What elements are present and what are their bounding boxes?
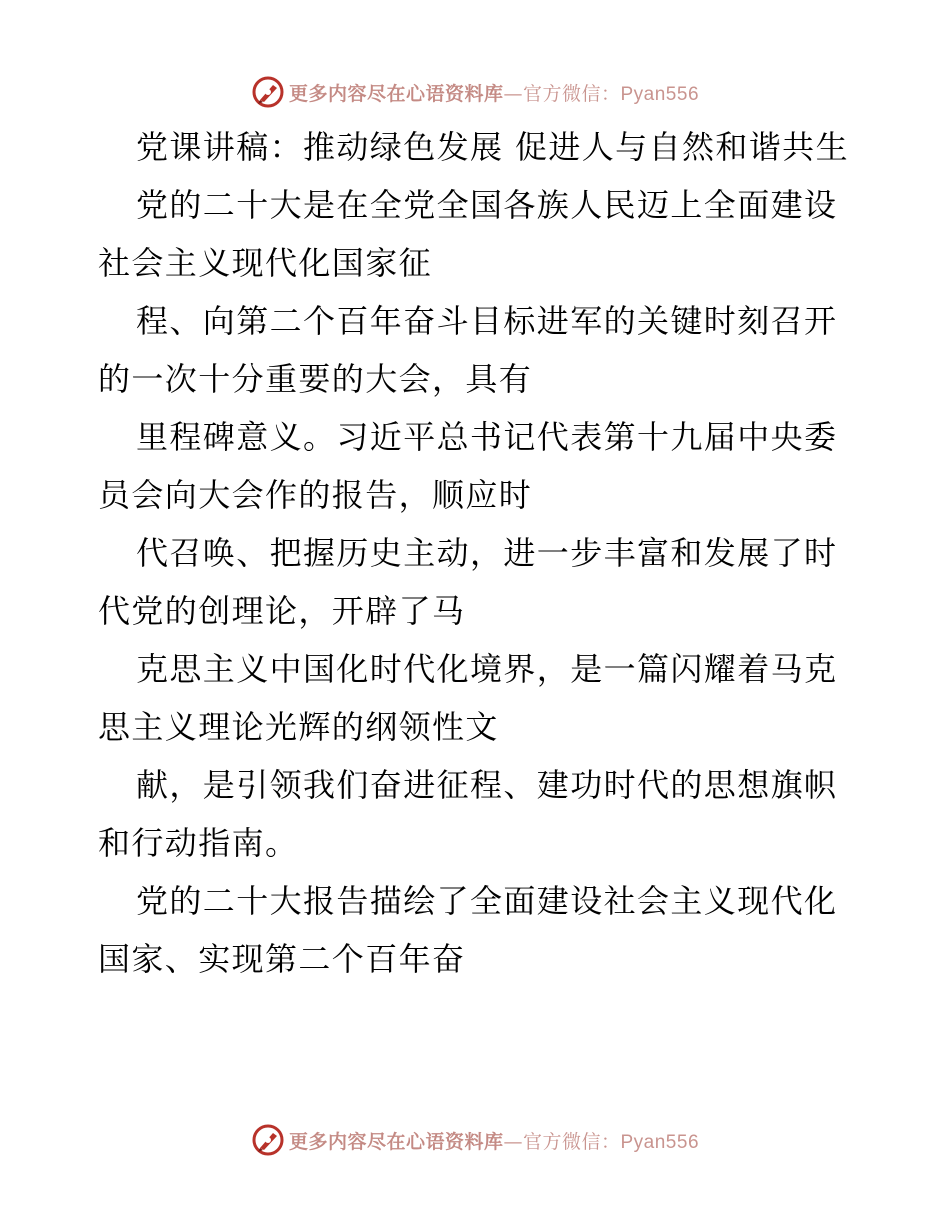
paragraph-2: 程、向第二个百年奋斗目标进军的关键时刻召开的一次十分重要的大会，具有	[98, 302, 838, 398]
paragraph-3: 里程碑意义。习近平总书记代表第十九届中央委员会向大会作的报告，顺应时	[98, 418, 838, 514]
footer-site-text: 更多内容尽在心语资料库	[288, 1130, 504, 1153]
pen-logo-icon	[251, 75, 285, 109]
paragraph-4: 代召唤、把握历史主动，进一步丰富和发展了时代党的创理论，开辟了马	[98, 534, 838, 630]
paragraph-7: 党的二十大报告描绘了全面建设社会主义现代化国家、实现第二个百年奋	[98, 882, 838, 978]
document-body	[98, 118, 858, 988]
paragraph-1: 党的二十大是在全党全国各族人民迈上全面建设社会主义现代化国家征	[98, 186, 838, 282]
header-banner	[0, 70, 950, 114]
header-dash: —	[503, 82, 523, 105]
footer-banner	[0, 1118, 950, 1162]
header-wechat-label: 官方微信：	[522, 82, 621, 105]
header-banner-text	[289, 79, 699, 106]
footer-dash: —	[503, 1130, 523, 1153]
footer-wechat-id: Pyan556	[620, 1131, 700, 1153]
footer-wechat-label: 官方微信：	[522, 1130, 621, 1153]
footer-banner-inner	[251, 1123, 699, 1157]
footer-banner-text	[289, 1127, 699, 1154]
document-title: 党课讲稿：推动绿色发展 促进人与自然和谐共生	[136, 128, 849, 166]
paragraph-6: 献，是引领我们奋进征程、建功时代的思想旗帜和行动指南。	[98, 766, 838, 862]
header-wechat-id: Pyan556	[620, 83, 700, 105]
pen-logo-icon	[251, 1123, 285, 1157]
header-site-text: 更多内容尽在心语资料库	[288, 82, 504, 105]
header-banner-inner	[251, 75, 699, 109]
paragraph-5: 克思主义中国化时代化境界，是一篇闪耀着马克思主义理论光辉的纲领性文	[98, 650, 838, 746]
